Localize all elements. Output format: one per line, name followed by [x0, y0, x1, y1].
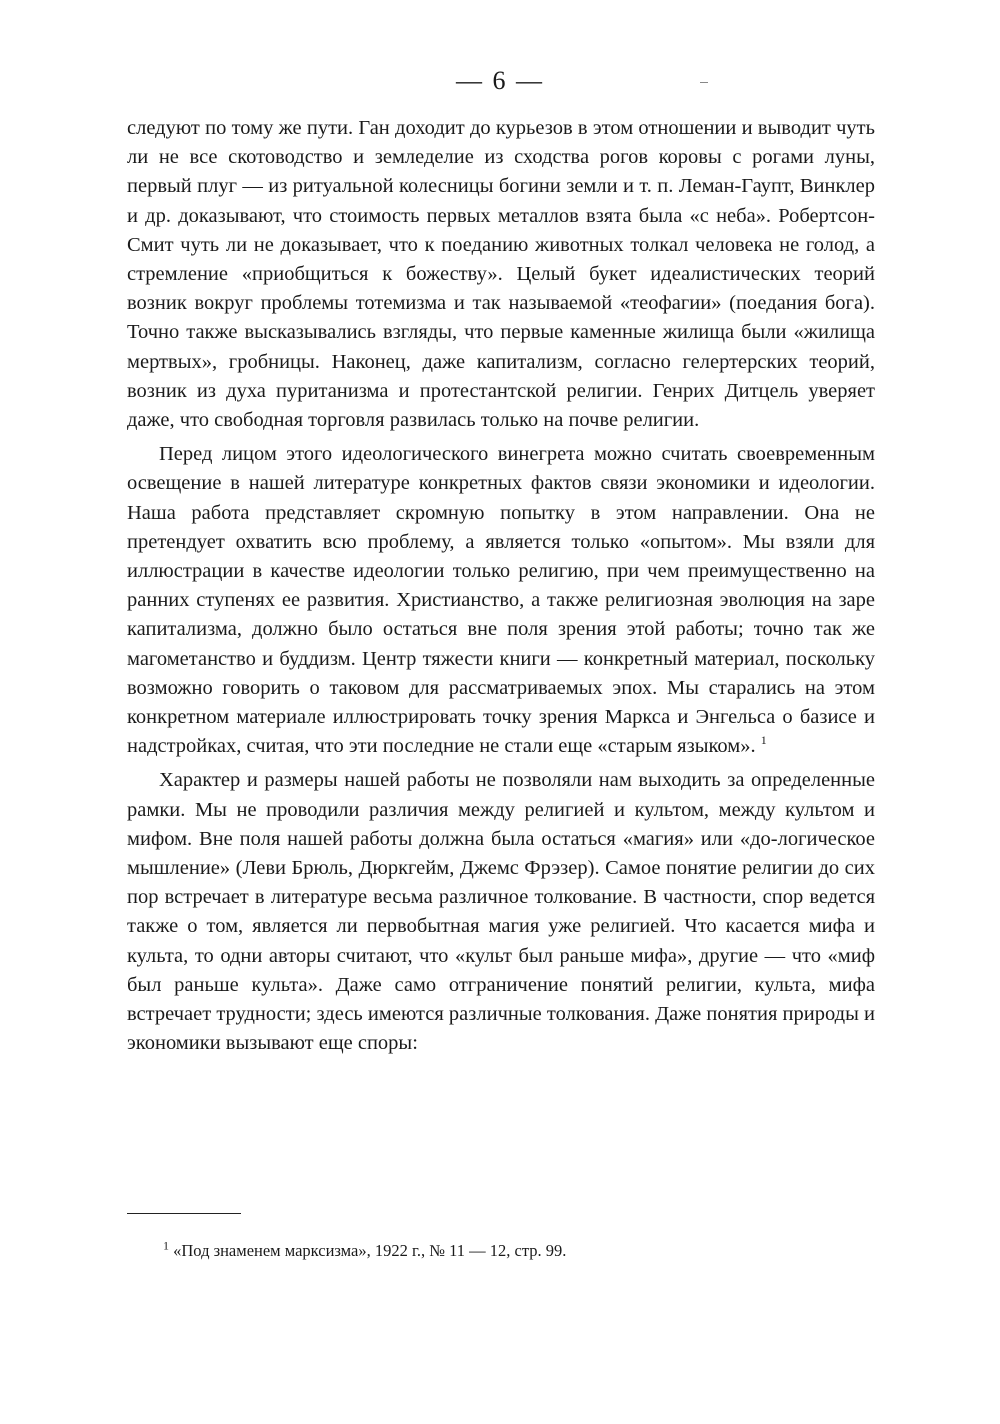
print-speck: [700, 82, 708, 83]
paragraph-text: Перед лицом этого идеологического винегрета можно считать своевременным освещение в нашей литературе конкретных фактов связи экономики и идеологии. Наша работа представляет скромную попытку в этом направлении. Она не претендует охватить всю проблему, а является только «опытом». Мы взяли для иллюстрации в качестве идеологии только религию, при чем преимущественно на ранних ступенях ее развития. Христианство, а также религиозная эволюция на заре капитализма, должно было остаться вне поля зрения этой работы; точно так же магометанство и буддизм. Центр тяжести книги — конкретный материал, поскольку возможно говорить о таковом для рассматриваемых эпох. Мы старались на этом конкретном материале иллюстрировать точку зрения Маркса и Энгельса о базисе и надстройках, считая, что эти последние не стали еще «старым языком».: [127, 443, 875, 758]
paragraph-text: следуют по тому же пути. Ган доходит до курьезов в этом отношении и выводит чуть ли не все скотоводство и земледелие из сходства рогов коровы с рогами луны, первый плуг — из ритуальной колесницы богини земли и т. п. Леман-Гаупт, Винклер и др. доказывают, что стоимость первых металлов взята была «с неба». Робертсон-Смит чуть ли не доказывает, что к поеданию животных толкал человека не голод, а стремление «приобщиться к божеству». Целый букет идеалистических теорий возник вокруг проблемы тотемизма и так называемой «теофагии» (поедания бога). Точно также высказывались взгляды, что первые каменные жилища были «жилища мертвых», гробницы. Наконец, даже капитализм, согласно гелертерских теорий, возник из духа пуританизма и протестантской религии. Генрих Дитцель уверяет даже, что свободная торговля развилась только на почве религии.: [127, 117, 875, 432]
paragraph-text: Характер и размеры нашей работы не позволяли нам выходить за определенные рамки. Мы не проводили различия между религией и культом, между культом и мифом. Вне поля нашей работы должна была остаться «магия» или «до-логическое мышление» (Леви Брюль, Дюркгейм, Джемс Фрэзер). Самое понятие религии до сих пор встречает в литературе весьма различное толкование. В частности, спор ведется также о том, является ли первобытная магия уже религией. Что касается мифа и культа, то одни авторы считают, что «культ был раньше мифа», другие — что «миф был раньше культа». Даже само отграничение понятий религии, культа, мифа встречает трудности; здесь имеются различные толкования. Даже понятия природы и экономики вызывают еще споры:: [127, 769, 875, 1055]
footnote-divider: [127, 1213, 241, 1214]
footnote: [163, 1240, 566, 1262]
footnote-mark: 1: [163, 1238, 169, 1253]
paragraph-2: [127, 440, 875, 761]
paragraph-1: [127, 114, 875, 435]
body-text: [127, 114, 875, 1059]
footnote-reference[interactable]: 1: [760, 733, 767, 748]
paragraph-3: [127, 766, 875, 1058]
page-number: — 6 —: [456, 66, 544, 95]
footnote-text: «Под знаменем марксизма», 1922 г., № 11 — 12, стр. 99.: [173, 1241, 567, 1260]
